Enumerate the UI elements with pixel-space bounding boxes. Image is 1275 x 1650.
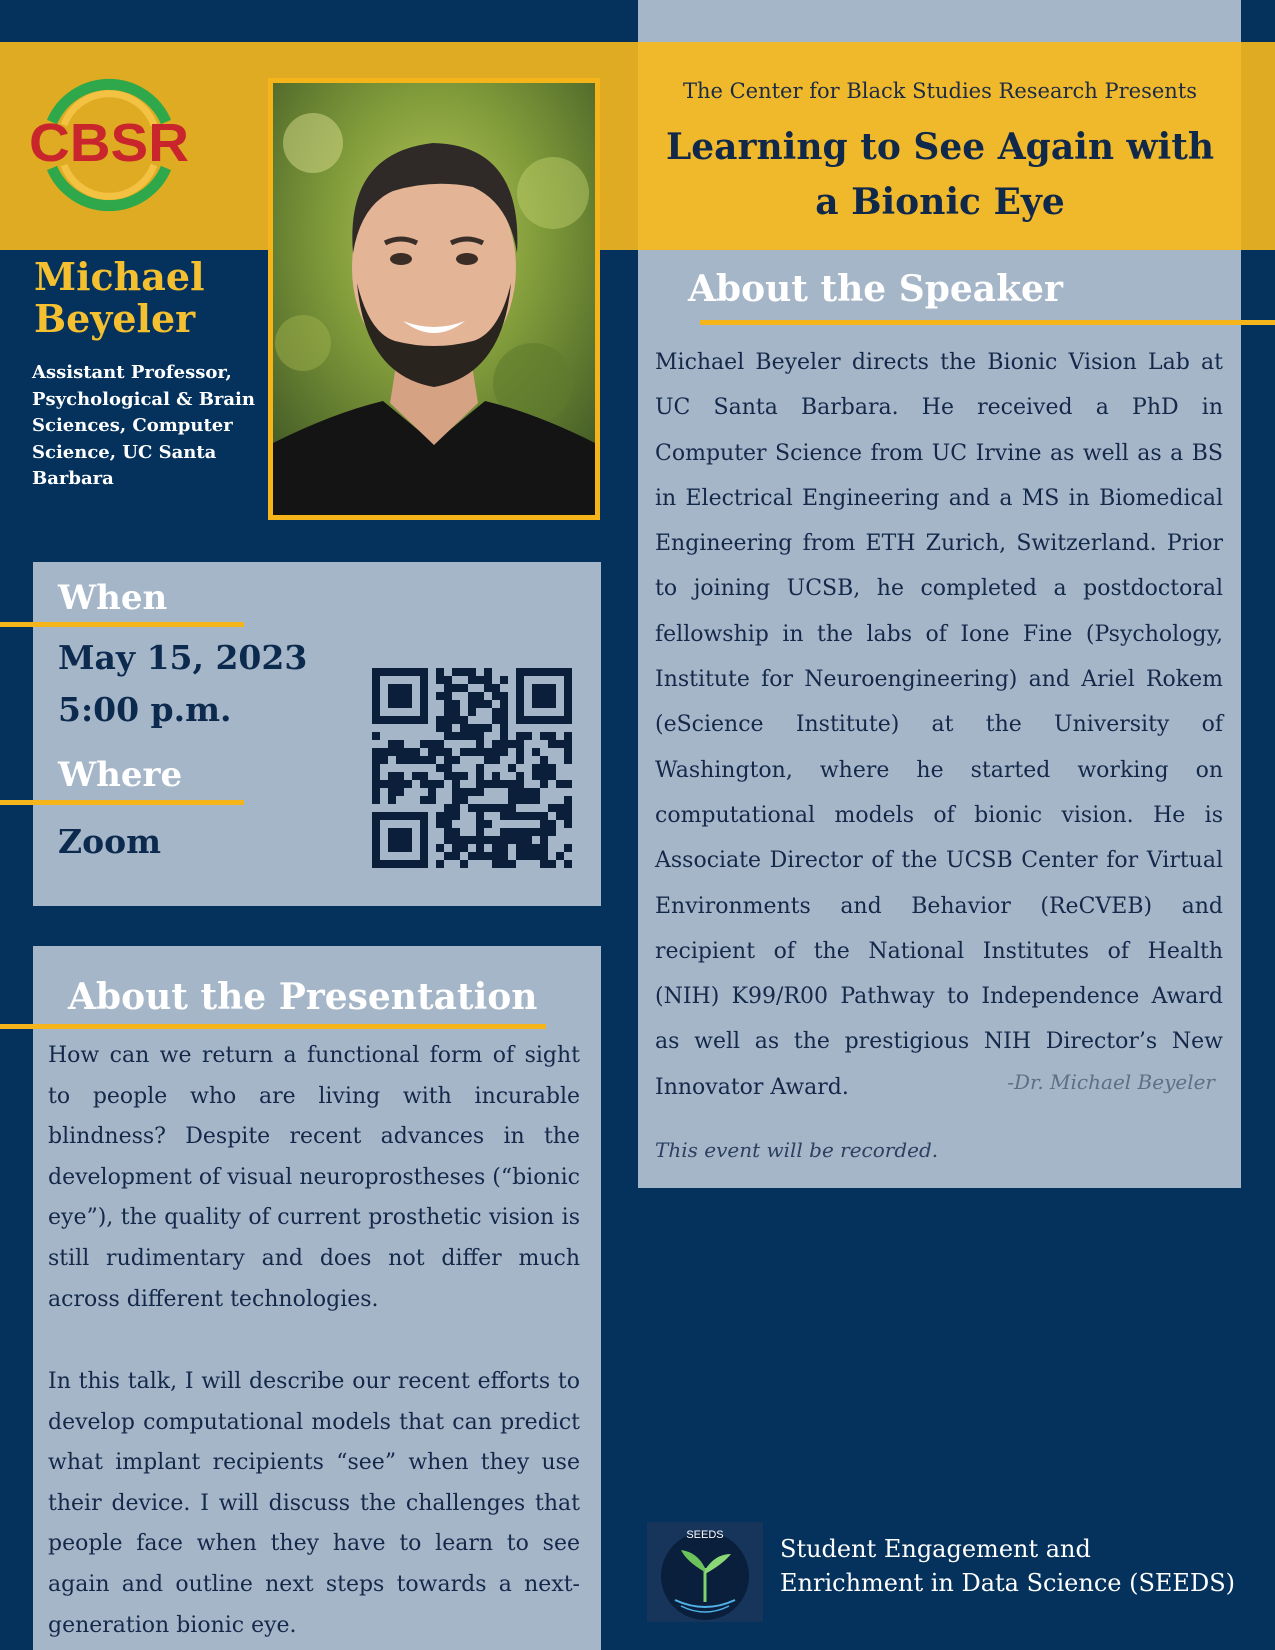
when-underline [0, 622, 244, 627]
presentation-paragraph-1: How can we return a functional form of sight to people who are living with incurable blindness? Despite recent advances in the development of visual neuroprostheses (“bionic eye”), the quality of current prosthetic vision is still rudimentary and does not differ much across different technologies. [48, 1043, 580, 1312]
where-underline [0, 800, 244, 805]
presentation-paragraph-2: In this talk, I will describe our recent efforts to develop computational models that can predict what implant recipients “see” when they use their device. I will discuss the challenges that people face when they have to learn to see again and outline next steps towards a next-generation bionic eye. [48, 1369, 580, 1638]
recording-note: This event will be recorded. [655, 1138, 939, 1162]
speaker-signature: -Dr. Michael Beyeler [1007, 1070, 1215, 1094]
seeds-name: Student Engagement and Enrichment in Data Science (SEEDS) [780, 1535, 1235, 1597]
cbsr-logo [24, 70, 194, 220]
header-banner-edge [1241, 42, 1275, 250]
event-time: 5:00 p.m. [58, 690, 232, 729]
cbsr-logo-text: CBSR [29, 113, 189, 173]
event-date: May 15, 2023 [58, 638, 308, 677]
speaker-title: Assistant Professor, Psychological & Brain Sciences, Computer Science, UC Santa Barbara [32, 362, 255, 489]
where-heading: Where [58, 755, 183, 795]
about-presentation-underline [0, 1024, 546, 1029]
seeds-logo [647, 1522, 763, 1622]
presenter-line: The Center for Black Studies Research Presents [682, 79, 1198, 103]
seeds-logo-text: SEEDS [686, 1529, 724, 1541]
about-presentation-heading: About the Presentation [68, 976, 538, 1018]
when-heading: When [58, 578, 168, 618]
qr-code[interactable] [372, 668, 572, 868]
event-title: Learning to See Again with a Bionic Eye [665, 126, 1215, 223]
speaker-photo [273, 83, 595, 515]
speaker-name: Michael Beyeler [34, 254, 205, 341]
about-speaker-underline [700, 320, 1275, 325]
speaker-bio: Michael Beyeler directs the Bionic Vision Lab at UC Santa Barbara. He received a PhD in Computer Science from UC Irvine as well as a BS in Electrical Engineering and a MS in Biomedical Engineering from ETH Zurich, Switzerland. Prior to joining UCSB, he completed a postdoctoral fellowship in the labs of Ione Fine (Psychology, Institute for Neuroengineering) and Ariel Rokem (eScience Institute) at the University of Washington, where he started working on computational models of bionic vision. He is Associate Director of the UCSB Center for Virtual Environments and Behavior (ReCVEB) and recipient of the National Institutes of Health (NIH) K99/R00 Pathway to Independence Award as well as the prestigious NIH Director’s New Innovator Award. [655, 350, 1223, 1100]
event-location: Zoom [58, 822, 162, 861]
about-speaker-heading: About the Speaker [688, 268, 1063, 310]
